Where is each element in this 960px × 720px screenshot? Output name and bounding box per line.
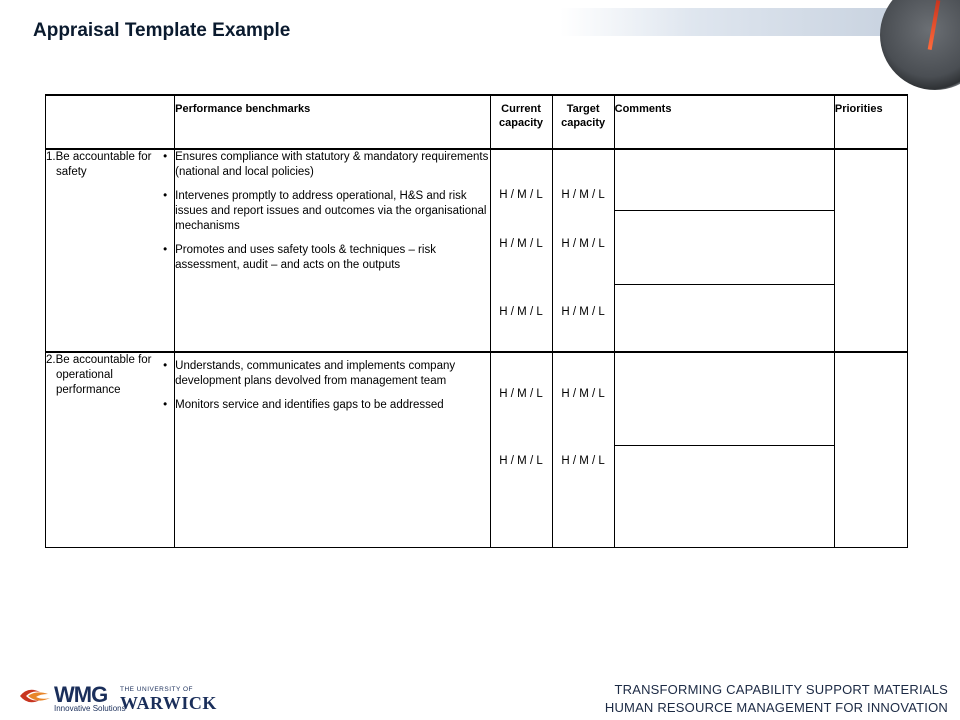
target-capacity-cell (552, 352, 614, 547)
category-label: Be accountable for operational performance (55, 354, 152, 396)
table-row (46, 352, 908, 547)
warwick-logo-text: WARWICK (120, 693, 217, 713)
comments-divider (614, 284, 835, 285)
header-target-capacity: Target capacity (552, 95, 614, 149)
current-rating[interactable]: H / M / L (499, 388, 543, 400)
target-capacity-cell (552, 149, 614, 352)
header-comments: Comments (614, 95, 834, 149)
benchmark-item: • Monitors service and identifies gaps to be addressed (175, 398, 489, 413)
wmg-logo-icon (18, 688, 52, 704)
page-title: Appraisal Template Example (33, 20, 291, 41)
priorities-cell[interactable] (834, 352, 907, 547)
header-benchmarks: Performance benchmarks (175, 95, 490, 149)
category-label: Be accountable for safety (55, 151, 152, 178)
header-priorities: Priorities (834, 95, 907, 149)
benchmark-item: • Promotes and uses safety tools & techniques – risk assessment, audit – and acts on the outputs (175, 243, 489, 273)
header-category (46, 95, 175, 149)
compass-icon (880, 0, 960, 90)
footer-text (605, 681, 948, 717)
current-rating[interactable]: H / M / L (499, 455, 543, 467)
current-capacity-cell (490, 352, 552, 547)
warwick-logo-small: THE UNIVERSITY OF (120, 686, 194, 693)
footer-line-1: TRANSFORMING CAPABILITY SUPPORT MATERIALS (614, 682, 948, 697)
wmg-logo-subtitle: Innovative Solutions (54, 704, 126, 713)
header-gradient-bar (560, 8, 890, 36)
comments-divider (614, 445, 835, 446)
wmg-logo-text: WMG (54, 682, 108, 707)
current-rating[interactable]: H / M / L (499, 189, 543, 201)
category-cell (46, 352, 175, 547)
table-row (46, 149, 908, 352)
benchmark-item: • Intervenes promptly to address operational, H&S and risk issues and report issues and outcomes via the organisational mechanisms (175, 189, 489, 234)
current-rating[interactable]: H / M / L (499, 306, 543, 318)
footer-line-2: HUMAN RESOURCE MANAGEMENT FOR INNOVATION (604, 700, 948, 715)
priorities-cell[interactable] (834, 149, 907, 352)
category-number: 1. (46, 151, 56, 163)
table-header-row (46, 95, 908, 149)
benchmarks-cell (175, 352, 490, 547)
comments-divider (614, 210, 835, 211)
benchmark-item: • Understands, communicates and implements company development plans devolved from management team (175, 359, 489, 389)
footer-logos (18, 682, 217, 714)
comments-cell[interactable] (614, 149, 834, 352)
target-rating[interactable]: H / M / L (561, 455, 605, 467)
current-capacity-cell (490, 149, 552, 352)
category-cell (46, 149, 175, 352)
target-rating[interactable]: H / M / L (561, 306, 605, 318)
current-rating[interactable]: H / M / L (499, 238, 543, 250)
benchmark-item: • Ensures compliance with statutory & mandatory requirements (national and local policies) (175, 150, 489, 180)
appraisal-table (45, 94, 908, 548)
target-rating[interactable]: H / M / L (561, 238, 605, 250)
category-number: 2. (46, 354, 56, 366)
header-current-capacity: Current capacity (490, 95, 552, 149)
target-rating[interactable]: H / M / L (561, 388, 605, 400)
target-rating[interactable]: H / M / L (561, 189, 605, 201)
benchmarks-cell (175, 149, 490, 352)
comments-cell[interactable] (614, 352, 834, 547)
